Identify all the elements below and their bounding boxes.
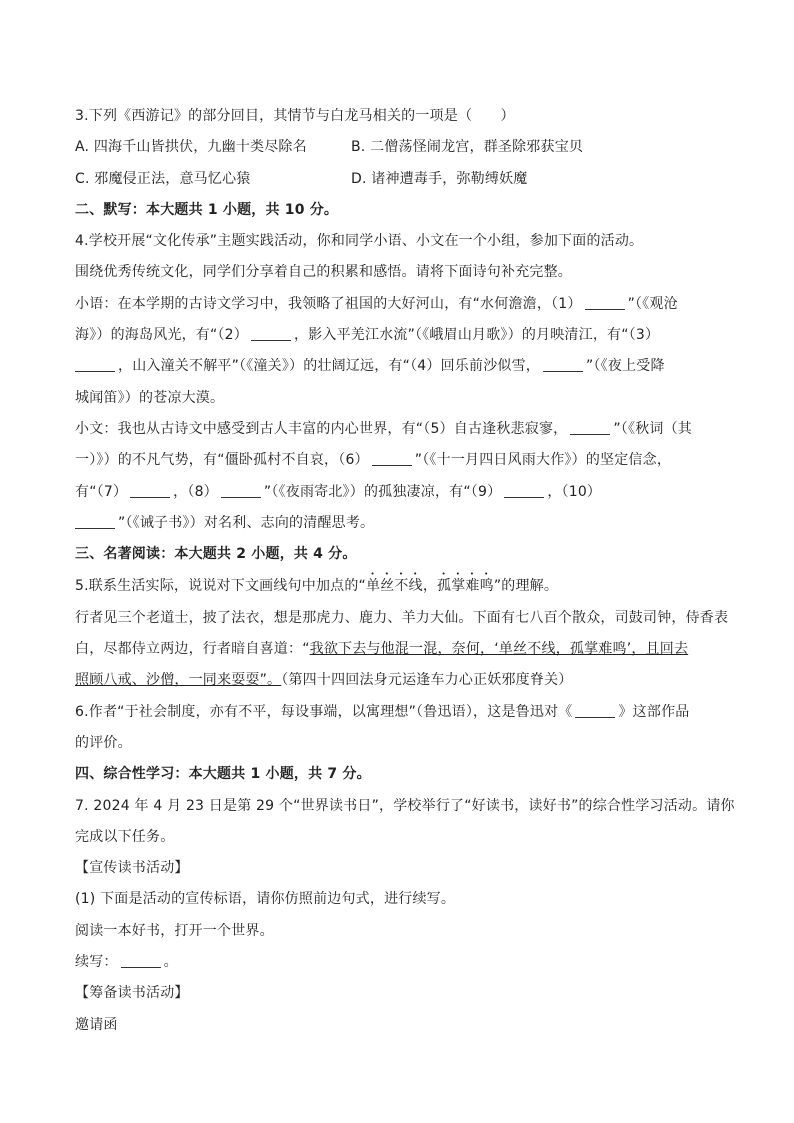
section-number: 四、综合性学习：	[75, 766, 189, 783]
q5-passage-line-1: 行者见三个老道士，披了法衣，想是那虎力、鹿力、羊力大仙。下面有七八百个散众，司鼓司钟，侍香表	[75, 609, 729, 626]
text: ”（《观沧	[627, 295, 678, 312]
q7-continuation	[75, 947, 720, 978]
q7-task2-title: 【筹备读书活动】	[75, 985, 189, 1002]
section-heading-classics	[75, 539, 720, 570]
q4-xiaowen-line-3	[75, 477, 720, 508]
text: 白，尽都侍立两边，行者暗自喜道：“	[75, 641, 310, 658]
q7-line-1: 7. 2024 年 4 月 23 日是第 29 个“世界读书日”，学校举行了“好读书，读好书”的综合性学习活动。请你	[75, 797, 735, 814]
text: 一）》）的不凡气势，有“僵卧孤村不自哀，（6）	[75, 452, 369, 469]
q4-xiaowen-line-4	[75, 508, 720, 539]
q4-xiaoyu-line-2	[75, 320, 720, 351]
text: 。	[163, 954, 178, 971]
q4-xiaoyu-line-3	[75, 351, 720, 382]
section-info: 本大题共 2 小题，共 4 分。	[174, 546, 357, 563]
section-number: 三、名著阅读：	[75, 546, 175, 563]
text: ”（《诫子书》）对名利、志向的清醒思考。	[118, 514, 375, 531]
text: ”（《秋词（其	[613, 420, 693, 437]
text: ”（《夜上受降	[586, 358, 665, 375]
q6-line-2: 的评价。	[75, 734, 132, 751]
text: ，（8）	[173, 483, 218, 500]
q5-stem	[75, 570, 720, 602]
q7-task1-title: 【宣传读书活动】	[75, 860, 189, 877]
text: 海》）的海岛风光，有“（2）	[75, 327, 248, 344]
q7-slogan: 阅读一本好书，打开一个世界。	[75, 922, 274, 939]
section-heading-dictation	[75, 195, 720, 226]
q3-stem: 3.下列《西游记》的部分回目，其情节与白龙马相关的一项是（ ）	[75, 108, 515, 124]
text: 》这部作品	[618, 703, 690, 720]
answer-blank-3[interactable]	[75, 357, 115, 372]
q3-option-a: A. 四海千山皆拱伏，九幽十类尽除名	[75, 139, 307, 156]
answer-blank-10[interactable]	[75, 514, 115, 529]
answer-blank-5[interactable]	[570, 420, 610, 435]
text: ，山入潼关不解平”（《潼关》）的壮阔辽远，有“（4）回乐前沙似雪，	[118, 358, 541, 375]
underlined-sentence: 照顾八戒、沙僧，一同来耍耍”。	[75, 672, 282, 689]
q4-stem: 4.学校开展“文化传承”主题实践活动，你和同学小语、小文在一个小组，参加下面的活动。	[75, 233, 644, 250]
answer-blank-7[interactable]	[130, 483, 170, 498]
text: ”（《十一月四日风雨大作》）的坚定信念，	[414, 452, 672, 469]
q4-intro: 围绕优秀传统文化，同学们分享着自己的积累和感悟。请将下面诗句补充完整。	[75, 264, 572, 281]
text: ”的理解。	[493, 578, 559, 595]
section-info: 本大题共 1 小题，共 7 分。	[188, 766, 371, 783]
q3-option-c: C. 邪魔侵正法，意马忆心猿	[75, 170, 251, 187]
q7-task1-question: (1) 下面是活动的宣传标语，请你仿照前边句式，进行续写。	[75, 891, 456, 908]
answer-blank-8[interactable]	[221, 483, 261, 498]
q4-xiaoyu-line-1	[75, 289, 720, 320]
section-number: 二、默写：	[75, 201, 146, 218]
q6-line-1	[75, 697, 720, 728]
section-info: 本大题共 1 小题，共 10 分。	[146, 201, 339, 218]
q7-line-2: 完成以下任务。	[75, 828, 175, 845]
text: ，影入平羌江水流”（《峨眉山月歌》）的月映清江，有“（3）	[293, 327, 660, 344]
q3-option-d: D. 诸神遭毒手，弥勒缚妖魔	[351, 170, 528, 187]
text: 有“（7）	[75, 483, 128, 500]
exam-content	[75, 101, 735, 1041]
answer-blank-4[interactable]	[543, 357, 583, 372]
q4-xiaoyu-line-4: 城闻笛》）的苍凉大漠。	[75, 389, 225, 406]
q4-xiaowen-line-2	[75, 445, 720, 476]
text: ，（10）	[547, 483, 602, 500]
q7-invitation: 邀请函	[75, 1016, 118, 1033]
source-note: （第四十四回法身元运逢车力心正妖邪度脊关）	[281, 672, 573, 689]
answer-blank-6[interactable]	[372, 451, 412, 466]
section-heading-comprehensive	[75, 759, 720, 790]
text: 5.联系生活实际，说说对下文画线句中加点的“	[75, 578, 367, 595]
q5-passage-line-3	[75, 665, 720, 696]
underlined-sentence: 我欲下去与他混一混，奈何，‘单丝不线，孤掌难鸣’，且回去	[309, 641, 689, 658]
text: 续写：	[75, 954, 118, 971]
answer-blank-9[interactable]	[504, 483, 544, 498]
q3-options-row-2	[75, 164, 720, 195]
text: 小文：我也从古诗文中感受到古人丰富的内心世界，有“（5）自古逢秋悲寂寥，	[75, 420, 568, 437]
answer-blank-2[interactable]	[251, 326, 291, 341]
q3-options-row-1	[75, 132, 720, 163]
answer-blank-slogan[interactable]	[121, 953, 161, 968]
q5-passage-line-2	[75, 634, 720, 665]
q4-xiaowen-line-1	[75, 414, 720, 445]
answer-blank-1[interactable]	[585, 295, 625, 310]
answer-blank-book[interactable]	[575, 703, 615, 718]
text: 6.作者“于社会制度，亦有不平，每设事端，以寓理想”（鲁迅语），这是鲁迅对《	[75, 703, 573, 720]
text: 小语：在本学期的古诗文学习中，我领略了祖国的大好河山，有“水何澹澹，（1）	[75, 295, 582, 312]
text: ”（《夜雨寄北》）的孤独凄凉，有“（9）	[263, 483, 502, 500]
q3-option-b: B. 二僧荡怪闹龙宫，群圣除邪获宝贝	[351, 139, 584, 156]
dotted-phrase: 单丝不线，孤掌难鸣	[366, 578, 494, 595]
